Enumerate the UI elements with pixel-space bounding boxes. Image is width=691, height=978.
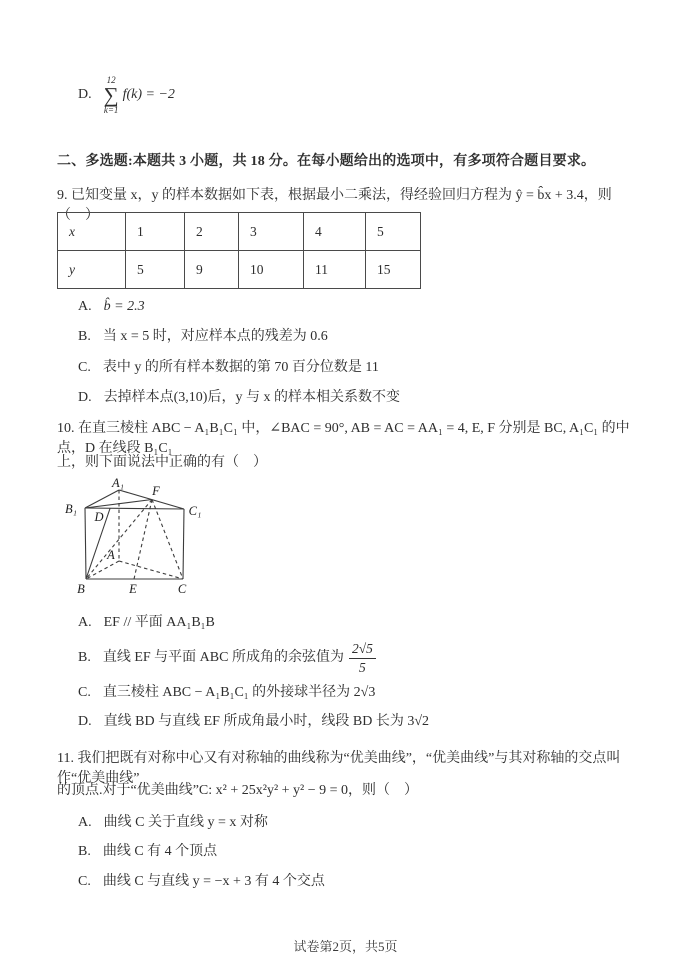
q11-stem-line1: 11. 我们把既有对称中心又有对称轴的曲线称为“优美曲线”，“优美曲线”与其对称轴的交点叫作“优美曲线” [57,751,621,787]
q9-option-a [78,297,643,317]
option-label: B. [78,844,91,860]
q10-stem-line2: 上，则下面说法中正确的有（ ） [57,455,267,470]
q10-option-d [78,712,643,732]
fraction-denominator: 5 [359,659,366,675]
q11-option-b [78,842,643,862]
vertex-label-f: F [152,484,160,498]
table-row-x [58,213,421,251]
sum-lower-limit: k=1 [103,105,119,115]
option-label: D. [78,389,92,405]
q9-table [57,212,643,289]
option-text: 曲线 C 与直线 y = −x + 3 有 4 个交点 [102,873,325,889]
option-text: 去掉样本点(3,10)后，y 与 x 的样本相关系数不变 [103,389,400,405]
q9-option-d [78,388,643,408]
sigma-icon: ∑ [103,83,119,107]
q11-options [78,813,643,892]
vertex-label-a1: A₁ [112,476,124,490]
option-label: C. [78,359,91,375]
page-footer: 试卷第2页，共5页 [293,939,398,954]
vertex-label-a: A [107,548,115,562]
q10-option-b [78,641,643,675]
vertex-label-c: C [177,582,187,596]
vertex-label-e: E [129,582,137,596]
q10-options [78,613,643,732]
fraction-numerator: 2√5 [349,641,376,659]
q9-option-c [78,358,643,378]
vertex-label-b: B [77,582,85,596]
table-cell: 11 [304,251,366,289]
vertex-label-b1: B₁ [65,502,77,516]
summation-symbol [104,76,119,115]
option-label: C. [78,685,91,701]
q10-option-c [78,683,643,703]
edge-c1-c [183,509,184,579]
q11-option-a [78,813,643,833]
q9-option-b [78,327,643,347]
table-cell: 3 [239,213,304,251]
q10-stem-line1: 10. 在直三棱柱 ABC − A₁B₁C₁ 中，∠BAC = 90°, AB = AC = AA₁ = 4, E, F 分别是 BC, A₁C₁ 的中点，D 在线段 B₁C₁ [57,421,630,457]
option-text: b̂ = 2.3 [103,299,145,314]
option-text: 曲线 C 有 4 个顶点 [102,844,218,860]
segment-f-c [152,500,183,580]
table-cell: 10 [239,251,304,289]
section-title: 二、多选题:本题共 3 小题，共 18 分。在每小题给出的选项中，有多项符合题目要求。 [57,154,596,169]
table-cell: x [58,213,126,251]
q9-stem: 9. 已知变量 x，y 的样本数据如下表，根据最小二乘法，得经验回归方程为 ŷ = b̂x + 3.4，则（ ） [57,188,612,224]
q10-figure [55,476,230,613]
table-cell: y [58,251,126,289]
option-text: 当 x = 5 时，对应样本点的残差为 0.6 [102,329,328,345]
option-label: D. [78,713,92,729]
option-text: 曲线 C 关于直线 y = x 对称 [103,815,268,830]
vertex-label-c1: C₁ [188,504,202,518]
option-label: A. [78,815,92,830]
option-label: A. [78,615,92,630]
table-cell: 5 [126,251,185,289]
edge-b1-c1 [85,508,184,509]
table-cell: 2 [185,213,239,251]
prev-question-option-d [78,76,643,115]
fraction [349,641,376,675]
q11-stem-line2: 的顶点.对于“优美曲线”C: x² + 25x²y² + y² − 9 = 0，则（ ） [57,783,419,798]
option-label: A. [78,299,92,314]
option-label: B. [78,650,91,666]
edge-b1-b [85,508,86,579]
option-text: 直三棱柱 ABC − A₁B₁C₁ 的外接球半径为 2√3 [102,685,376,701]
table-cell: 9 [185,251,239,289]
sample-data-table [57,212,421,289]
edge-a-c [119,561,183,579]
segment-f-e [134,500,152,580]
q11-option-c [78,872,643,892]
vertex-label-d: D [94,510,104,524]
option-text: 直线 EF 与平面 ABC 所成角的余弦值为 [102,650,344,666]
option-text: 直线 BD 与直线 EF 所成角最小时，线段 BD 长为 3√2 [103,713,430,729]
q10-option-a [78,613,643,633]
option-text: 表中 y 的所有样本数据的第 70 百分位数是 11 [102,359,379,375]
table-cell: 4 [304,213,366,251]
prism-figure [55,476,230,608]
option-label: C. [78,873,91,889]
q9-options [78,297,643,408]
table-cell: 5 [366,213,421,251]
table-cell: 15 [366,251,421,289]
option-label: D. [78,87,92,103]
table-row-y [58,251,421,289]
table-cell: 1 [126,213,185,251]
sum-expression: f(k) = −2 [122,87,175,103]
option-label: B. [78,329,91,345]
sum-upper-limit: 12 [106,75,116,85]
option-text: EF // 平面 AA₁B₁B [103,615,215,630]
